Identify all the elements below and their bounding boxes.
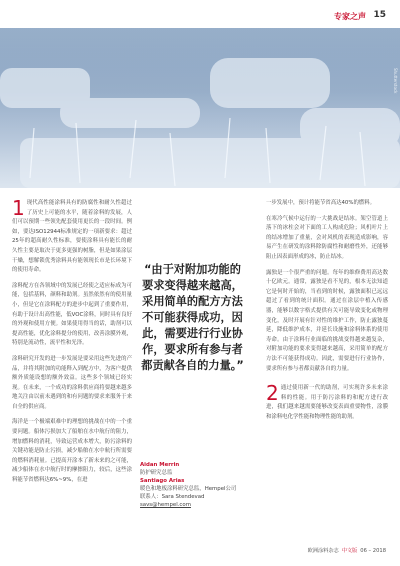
article-column-1 bbox=[12, 196, 132, 492]
magazine-name: 欧洲涂料杂志 bbox=[307, 548, 339, 554]
paragraph bbox=[266, 381, 388, 422]
paragraph: 一步发展中，预计将能节省高达40%的燃料。 bbox=[266, 200, 376, 206]
paragraph-text: 通过使用新一代的助剂，可实现许多未来涂料的性能。用于防污涂料的和配方进行改进，我们越来越需要能够改变表面重要物性，涂膜和涂料电化学性能和物理性能的助剂。 bbox=[266, 385, 388, 420]
page-number: 15 bbox=[373, 10, 386, 20]
photo-credit: Shutterstock bbox=[393, 68, 398, 94]
paragraph bbox=[12, 196, 132, 276]
drop-cap-number: 1 bbox=[12, 196, 25, 220]
paragraph: 在寒冷气候中运行的一大挑战是结冰。架空管道上落下的冰柱会对下面的工人构成危险；风机叶片上的结冰增加了重量，会对风机的表现造成影响，容易产生在研发的涂料除防腐性和耐磨性外，还能够阻止因表面形成的冰，防止结冰。 bbox=[266, 215, 388, 260]
paragraph: 涂料研究开发的进一步发展是要采用这些先进的产品，并将其附加的功能释入到配方中，为客户提供额外质能设想的额外效益。这些多个领域已经实现。在未来，一个成功的涂料供应商将要越来越多地关注由以前未遇到的和有问题的要求来服务于来自全的供应商。 bbox=[12, 355, 132, 410]
section-title: 专家之声 bbox=[334, 12, 366, 21]
contact-line bbox=[140, 493, 250, 501]
paragraph: 海洋是一个极端艰难中的理想的挑战在中的一个重要问题。船体污损加大了船舶在水中航行的阻力，增加燃料的消耗，导致运营成本增大，防污涂料的关键功能是防止污损，减少船舶在水中航行所需要的燃料消耗量。已提高开涂本了新未来的之可能，减少船体在水中航行时的摩擦阻力，较后，这些涂料能节省燃料达6%~9%，在进 bbox=[12, 419, 132, 484]
contact-name: Sara Stendevad bbox=[161, 494, 205, 500]
author-title-1: 防护研究总监 bbox=[140, 470, 173, 476]
page-header bbox=[0, 0, 400, 28]
page-footer bbox=[308, 547, 386, 554]
contact-label: 联系人： bbox=[140, 494, 162, 500]
paragraph-text: 现代高性能涂料具有的防腐性和耐久性超过了历史上可能的水平，随着涂料的发展，人们可以预期一些领先配套使用更长的一段时间。例如，要达ISO12944标准规定的一项新要求：超过25年的超高耐久性标准，要使涂料具有能长的耐久性主要是取决于更多更强的树脂，但是如果涂层干燥，想解锁优秀涂料具有能领现长市是长环境下的使用寿命。 bbox=[12, 200, 132, 274]
article-column-3 bbox=[266, 199, 388, 428]
author-block bbox=[140, 461, 250, 509]
pull-quote: “由于对附加功能的要求变得越来越高，采用简单的配方方法不可能获得成功，因此，需要进行行业协作，要求所有参与者都贡献各自的力量。” bbox=[141, 263, 244, 372]
frost-texture bbox=[0, 28, 400, 188]
drop-cap-number: 2 bbox=[266, 381, 279, 406]
author-title-2: 暖色和地板涂料研究总监，Hempel公司 bbox=[140, 486, 237, 492]
author-name-2: Santiago Arias bbox=[140, 478, 185, 484]
paragraph: 露独是一个很严重的问题。每年的维修费用高达数十亿欧元。通常，露独是看不见的，根本无法知道它是何时开始的，当看到的时候，露独面积已远远超过了看到的统计面积。通过在涂层中植入传感器，能够以数字格式提供有关可能导致变化或物理变化，及时开展有针对性的维护工作，防止露独蔓延，降低维护成本，并延长设施和涂料体系的使用寿命。由于涂料行业面临的挑战变得越来越复杂，对附加功能的要求变得越来越高，采用简单的配方方法不可能获得成功。因此，需要进行行业协作，要求所有参与者都贡献各自的力量。 bbox=[266, 269, 388, 372]
edition-label: 中文版 bbox=[341, 548, 358, 554]
header-photo bbox=[0, 28, 400, 188]
paragraph: 涂料配方在各领域中的发展已经使之适应标成为可能，包括基料，颜料和助剂。虽然依然有的使用量小，但是它在涂料配方的进步中起到了重要作用，有助于设计出高性能，低VOC涂料，同时具有良好的外观和使用方便。如果使用得当的话，助剂可以提高性能，优化涂料提分的使用，改善涂膜外观，特别是流动性，流平性和光泽。 bbox=[12, 282, 132, 347]
contact-email-link[interactable]: savs@hempel.com bbox=[140, 502, 191, 508]
issue-number: 06 – 2018 bbox=[360, 548, 386, 554]
author-name-1: Aidan Merrin bbox=[140, 462, 180, 468]
